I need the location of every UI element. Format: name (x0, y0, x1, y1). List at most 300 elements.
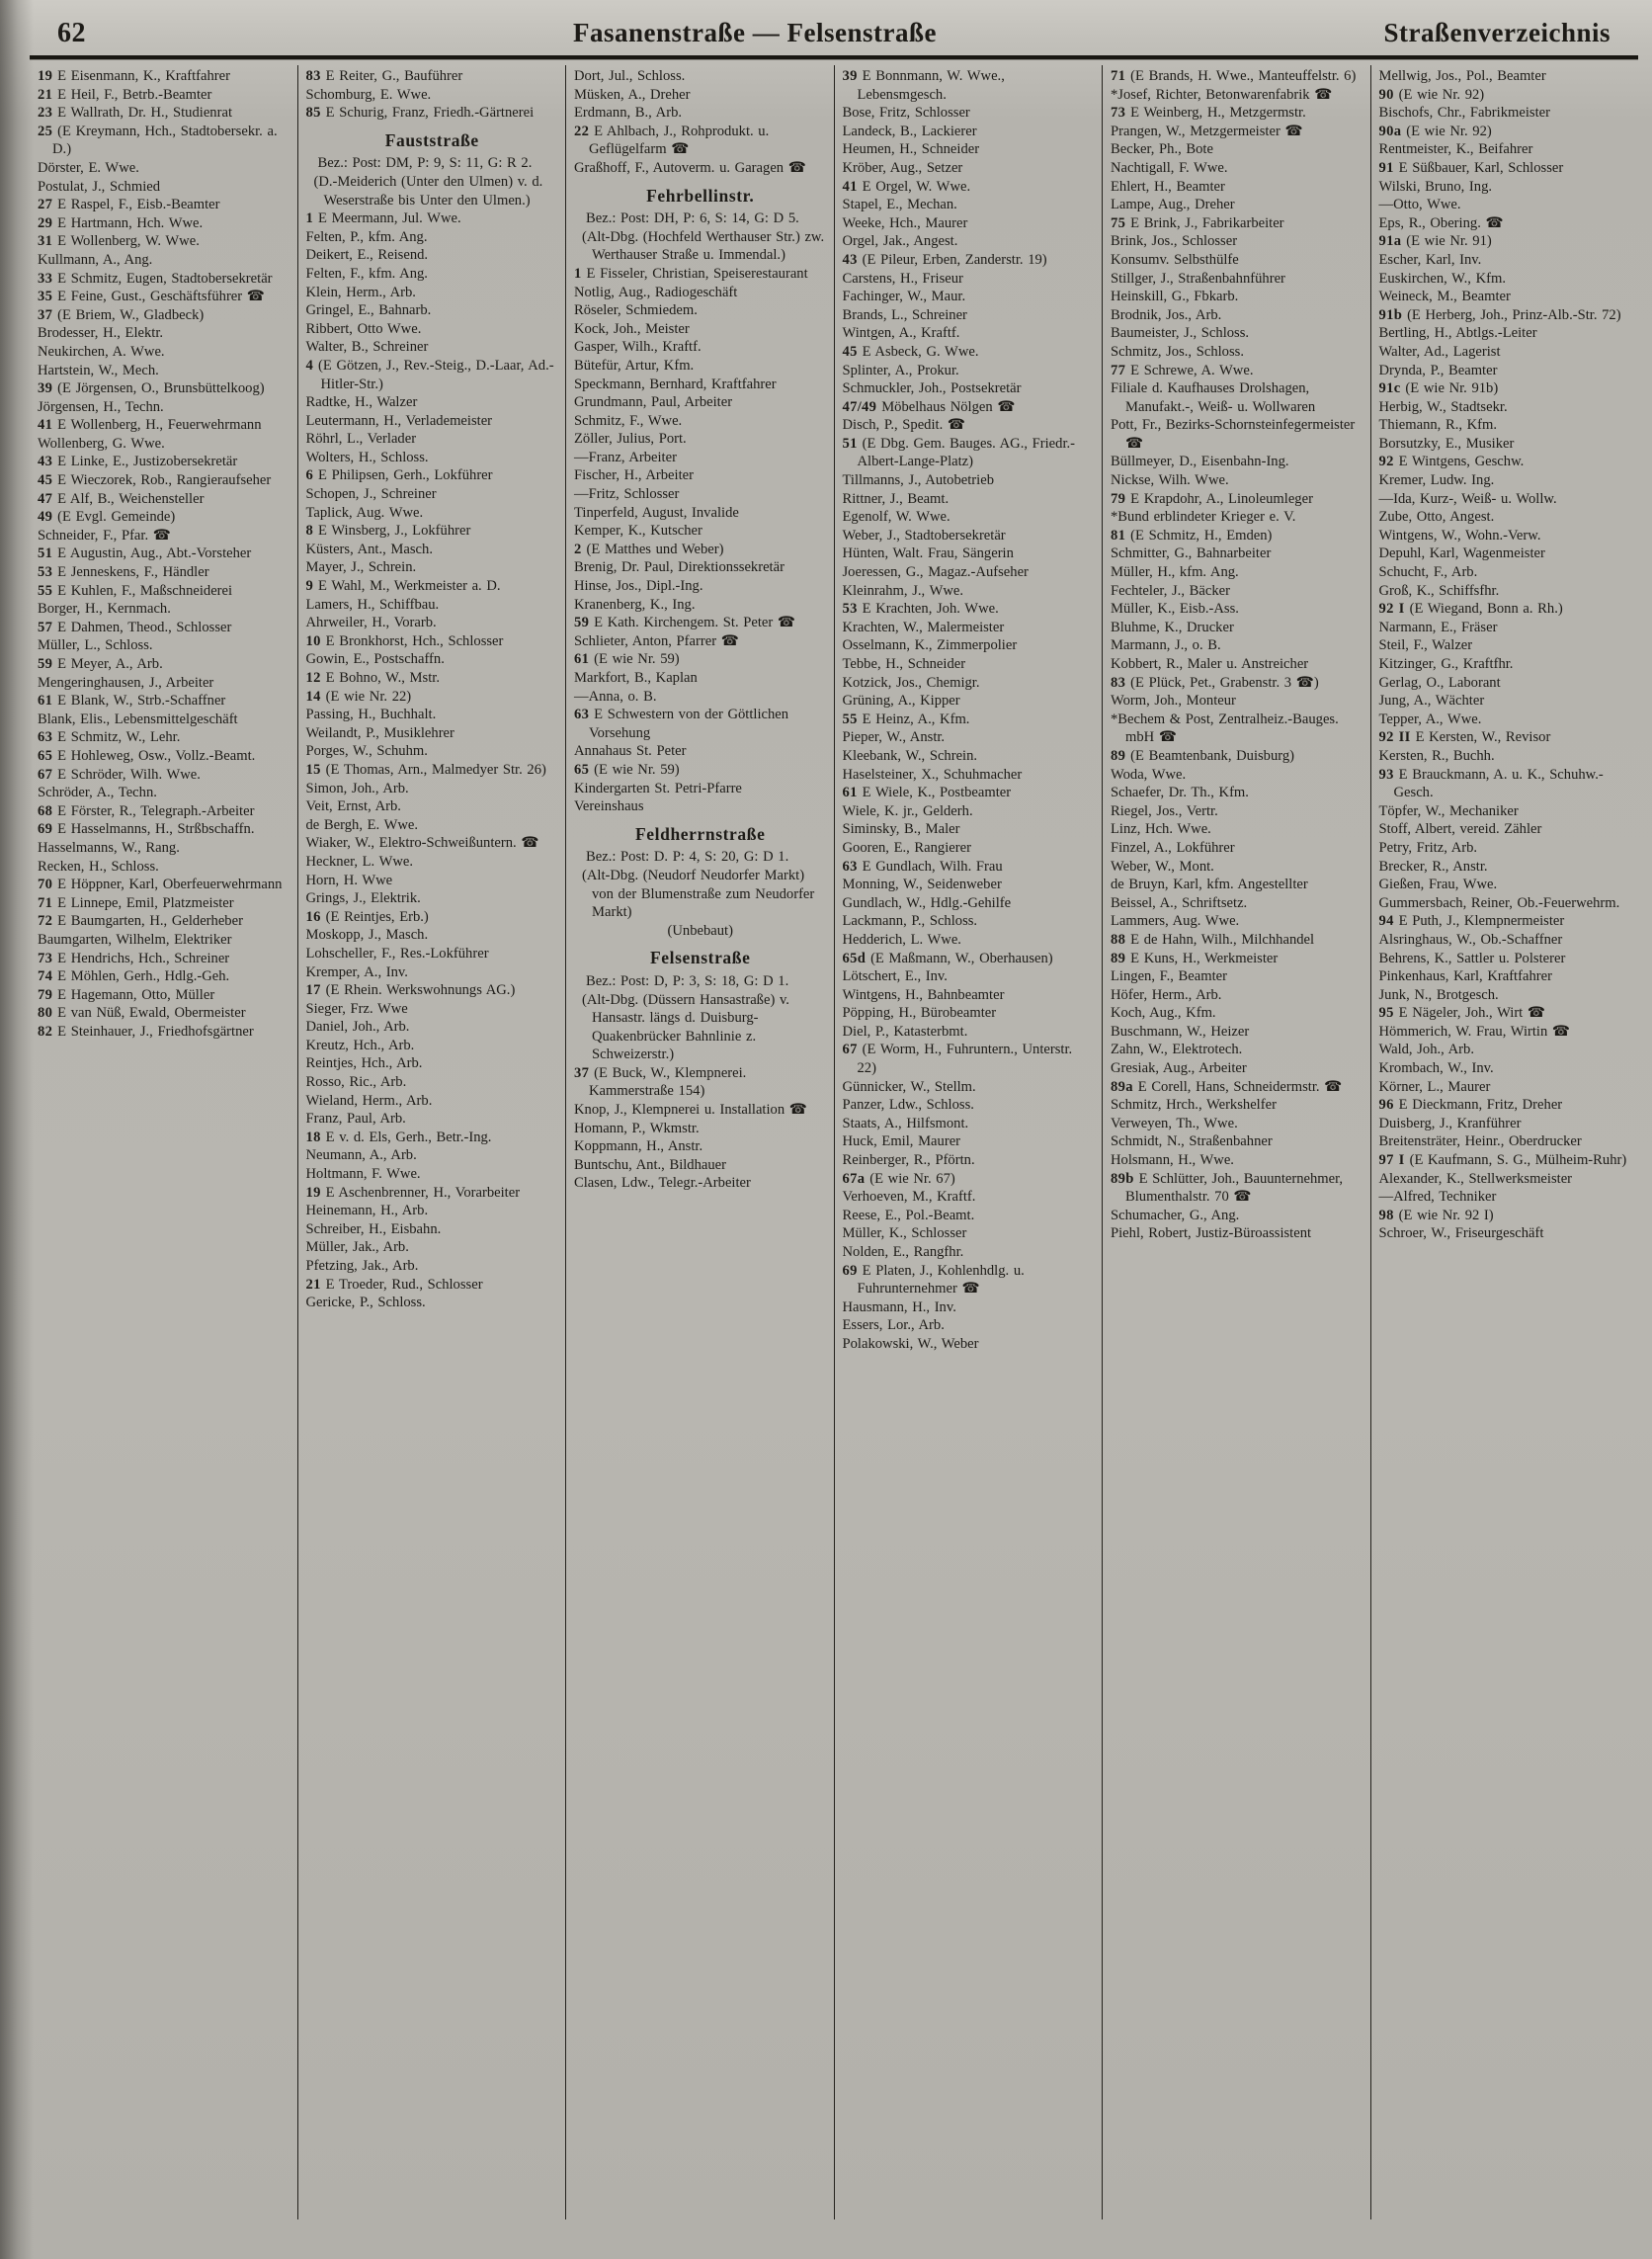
house-number: 89b (1111, 1170, 1139, 1187)
directory-entry: Rosso, Ric., Arb. (305, 1074, 407, 1091)
directory-entry: Piehl, Robert, Justiz-Büroassistent (1111, 1225, 1312, 1242)
directory-entry: 96 E Dieckmann, Fritz, Dreher (1378, 1097, 1563, 1114)
directory-entry: Hömmerich, W. Frau, Wirtin ☎ (1378, 1023, 1571, 1040)
directory-entry: Kreutz, Hch., Arb. (305, 1037, 415, 1053)
house-number: 59 (38, 656, 58, 672)
directory-entry: de Bruyn, Karl, kfm. Angestellter (1111, 877, 1308, 893)
house-number: 47/49 (842, 398, 882, 415)
directory-entry: Stillger, J., Straßenbahnführer (1111, 270, 1285, 287)
house-number: 61 (38, 693, 58, 710)
house-number: 98 (1378, 1207, 1399, 1223)
directory-entry: Postulat, J., Schmied (38, 178, 161, 195)
directory-entry: 83 (E Plück, Pet., Grabenstr. 3 ☎) (1111, 674, 1319, 691)
directory-entry: 31 E Wollenberg, W. Wwe. (38, 233, 200, 250)
directory-entry: 45 E Asbeck, G. Wwe. (842, 343, 979, 360)
directory-entry: Heinemann, H., Arb. (305, 1203, 429, 1219)
directory-entry: *Bechem & Post, Zentralheiz.-Bauges. mbH ☎ (1111, 711, 1339, 746)
directory-entry: 14 (E wie Nr. 22) (305, 688, 412, 705)
directory-entry: Petry, Fritz, Arb. (1378, 839, 1478, 856)
directory-entry: Nolden, E., Rangfhr. (842, 1244, 964, 1260)
directory-entry: 10 E Bronkhorst, Hch., Schlosser (305, 632, 504, 649)
directory-entry: Alsringhaus, W., Ob.-Schaffner (1378, 931, 1563, 948)
directory-entry: 22 E Ahlbach, J., Rohprodukt. u. Geflügelfarm ☎ (574, 123, 770, 158)
directory-entry: Müller, K., Eisb.-Ass. (1111, 601, 1239, 618)
directory-entry: Gummersbach, Reiner, Ob.-Feuerwehrm. (1378, 894, 1620, 911)
house-number: 70 (38, 877, 58, 893)
directory-entry: 88 E de Hahn, Wilh., Milchhandel (1111, 931, 1315, 948)
directory-entry: 90 (E wie Nr. 92) (1378, 86, 1485, 103)
directory-entry: Notlig, Aug., Radiogeschäft (574, 284, 738, 300)
house-number: 21 (38, 86, 58, 103)
directory-entry: Krombach, W., Inv. (1378, 1060, 1494, 1077)
directory-entry: Brecker, R., Anstr. (1378, 858, 1488, 875)
directory-entry: Felten, P., kfm. Ang. (305, 228, 428, 245)
house-number: 96 (1378, 1097, 1399, 1114)
directory-entry: 4 (E Götzen, J., Rev.-Steig., D.-Laar, Ad.-Hitler-Str.) (305, 357, 554, 392)
directory-entry: Dort, Jul., Schloss. (574, 68, 686, 84)
directory-entry: Kleebank, W., Schrein. (842, 747, 978, 764)
directory-entry: Baumgarten, Wilhelm, Elektriker (38, 931, 232, 948)
page-title: Fasanenstraße — Felsenstraße (573, 18, 937, 47)
directory-entry: 97 I (E Kaufmann, S. G., Mülheim-Ruhr) (1378, 1152, 1627, 1169)
house-number: 25 (38, 123, 58, 139)
directory-entry: Gringel, E., Bahnarb. (305, 302, 432, 319)
directory-entry: 65 E Hohleweg, Osw., Vollz.-Beamt. (38, 747, 256, 764)
directory-entry: 63 E Schmitz, W., Lehr. (38, 729, 181, 746)
directory-entry: Veit, Ernst, Arb. (305, 798, 401, 815)
directory-entry: 75 E Brink, J., Fabrikarbeiter (1111, 214, 1284, 231)
house-number: 35 (38, 289, 58, 305)
directory-entry: Ribbert, Otto Wwe. (305, 320, 422, 337)
house-number: 10 (305, 632, 326, 649)
house-number: 22 (574, 123, 595, 139)
directory-entry: Prangen, W., Metzgermeister ☎ (1111, 123, 1303, 139)
directory-entry: Brink, Jos., Schlosser (1111, 233, 1238, 250)
directory-entry: Wilski, Bruno, Ing. (1378, 178, 1493, 195)
directory-entry: Ehlert, H., Beamter (1111, 178, 1225, 195)
directory-entry: Nickse, Wilh. Wwe. (1111, 472, 1229, 489)
directory-entry: Polakowski, W., Weber (842, 1335, 979, 1352)
directory-entry: Reese, E., Pol.-Beamt. (842, 1207, 975, 1223)
district-info: Bez.: Post: DH, P: 6, S: 14, G: D 5. (586, 210, 799, 227)
directory-entry: Behrens, K., Sattler u. Polsterer (1378, 950, 1566, 966)
directory-entry: 74 E Möhlen, Gerh., Hdlg.-Geh. (38, 968, 230, 985)
directory-entry: 67 (E Worm, H., Fuhruntern., Unterstr. 22) (842, 1042, 1073, 1077)
house-number: 89 (1111, 950, 1131, 966)
directory-entry: Lingen, F., Beamter (1111, 968, 1227, 985)
directory-entry: Stoff, Albert, vereid. Zähler (1378, 821, 1542, 838)
directory-entry: Borger, H., Kernmach. (38, 601, 171, 618)
directory-entry: Mayer, J., Schrein. (305, 559, 417, 576)
directory-entry: 6 E Philipsen, Gerh., Lokführer (305, 467, 493, 484)
house-number: 27 (38, 197, 58, 213)
directory-entry: Weeke, Hch., Maurer (842, 214, 968, 231)
house-number: 41 (38, 417, 58, 434)
directory-entry: Junk, N., Brotgesch. (1378, 986, 1499, 1003)
directory-entry: Thiemann, R., Kfm. (1378, 417, 1498, 434)
house-number: 67 (38, 766, 58, 783)
house-number: 95 (1378, 1005, 1399, 1022)
directory-entry: Pöpping, H., Bürobeamter (842, 1005, 997, 1022)
directory-entry: Erdmann, B., Arb. (574, 105, 683, 122)
house-number: 61 (842, 785, 863, 801)
directory-entry: 19 E Aschenbrenner, H., Vorarbeiter (305, 1184, 521, 1201)
directory-entry: Brodesser, H., Elektr. (38, 325, 164, 342)
directory-entry: Graßhoff, F., Autoverm. u. Garagen ☎ (574, 159, 806, 176)
house-number: 94 (1378, 913, 1399, 930)
directory-entry: Simon, Joh., Arb. (305, 780, 409, 796)
house-number: 82 (38, 1023, 58, 1040)
directory-entry: 73 E Weinberg, H., Metzgermstr. (1111, 105, 1306, 122)
directory-entry: de Bergh, E. Wwe. (305, 816, 419, 833)
directory-entry: Müller, L., Schloss. (38, 637, 153, 654)
directory-entry: Tebbe, H., Schneider (842, 656, 966, 672)
directory-entry: Schmitz, Hrch., Werkshelfer (1111, 1097, 1277, 1114)
directory-entry: Bütefür, Artur, Kfm. (574, 357, 695, 374)
directory-entry: Lackmann, P., Schloss. (842, 913, 978, 930)
street-heading: Fauststraße (384, 129, 479, 150)
directory-entry: Mengeringhausen, J., Arbeiter (38, 674, 214, 691)
house-number: 16 (305, 908, 326, 925)
directory-entry: 2 (E Matthes und Weber) (574, 541, 724, 557)
house-number: 18 (305, 1129, 326, 1145)
directory-entry: Müsken, A., Dreher (574, 86, 691, 103)
directory-entry: 61 E Wiele, K., Postbeamter (842, 785, 1012, 801)
directory-entry: 91c (E wie Nr. 91b) (1378, 380, 1499, 397)
directory-entry: Fachinger, W., Maur. (842, 289, 966, 305)
house-number: 39 (38, 380, 58, 397)
directory-entry: 47 E Alf, B., Weichensteller (38, 490, 205, 507)
directory-entry: 77 E Schrewe, A. Wwe. (1111, 362, 1254, 378)
directory-entry: Hasselmanns, W., Rang. (38, 839, 180, 856)
directory-entry: Brodnik, Jos., Arb. (1111, 306, 1222, 323)
directory-entry: Schmitz, Jos., Schloss. (1111, 343, 1244, 360)
directory-entry: Vereinshaus (574, 798, 644, 815)
directory-entry: Müller, K., Schlosser (842, 1225, 967, 1242)
directory-entry: 63 E Schwestern von der Göttlichen Vorsehung (574, 707, 789, 741)
directory-entry: 37 (E Buck, W., Klempnerei. Kammerstraße 154) (574, 1064, 747, 1100)
directory-entry: 89 (E Beamtenbank, Duisburg) (1111, 747, 1295, 764)
directory-entry: Wintgens, H., Bahnbeamter (842, 986, 1005, 1003)
directory-entry: 49 (E Evgl. Gemeinde) (38, 509, 176, 526)
directory-entry: Finzel, A., Lokführer (1111, 839, 1235, 856)
directory-entry: 15 (E Thomas, Arn., Malmedyer Str. 26) (305, 761, 546, 778)
directory-entry: Egenolf, W. Wwe. (842, 509, 950, 526)
house-number: 1 (305, 210, 319, 227)
house-number: 43 (842, 251, 863, 268)
directory-entry: Leutermann, H., Verlademeister (305, 412, 493, 429)
directory-entry: Kranenberg, K., Ing. (574, 596, 696, 613)
house-number: 49 (38, 509, 58, 526)
house-number: 88 (1111, 931, 1131, 948)
directory-entry: 89b E Schlütter, Joh., Bauunternehmer, Blumenthalstr. 70 ☎ (1111, 1170, 1344, 1206)
directory-entry: Zahn, W., Elektrotech. (1111, 1042, 1243, 1058)
directory-entry: 16 (E Reintjes, Erb.) (305, 908, 429, 925)
house-number: 45 (38, 472, 58, 489)
directory-entry: 21 E Heil, F., Betrb.-Beamter (38, 86, 212, 103)
house-number: 93 (1378, 766, 1399, 783)
directory-entry: Lötschert, E., Inv. (842, 968, 948, 985)
directory-entry: *Josef, Richter, Betonwarenfabrik ☎ (1111, 86, 1333, 103)
directory-entry: Horn, H. Wwe (305, 872, 393, 888)
directory-entry: 90a (E wie Nr. 92) (1378, 123, 1492, 139)
directory-entry: Haselsteiner, X., Schuhmacher (842, 766, 1023, 783)
house-number: 2 (574, 541, 587, 557)
directory-entry: Weber, W., Mont. (1111, 858, 1214, 875)
directory-entry: —Otto, Wwe. (1378, 197, 1461, 213)
house-number: 75 (1111, 214, 1131, 231)
house-number: 89a (1111, 1078, 1138, 1095)
house-number: 65 (38, 747, 58, 764)
directory-entry: 59 E Meyer, A., Arb. (38, 656, 163, 672)
house-number: 77 (1111, 362, 1131, 378)
directory-entry: Disch, P., Spedit. ☎ (842, 417, 966, 434)
house-number: 65d (842, 950, 871, 966)
house-number: 71 (38, 894, 58, 911)
directory-entry: Narmann, E., Fräser (1378, 619, 1498, 635)
directory-entry: 95 E Nägeler, Joh., Wirt ☎ (1378, 1005, 1546, 1022)
directory-entry: 39 (E Jörgensen, O., Brunsbüttelkoog) (38, 380, 265, 397)
directory-entry: Müller, Jak., Arb. (305, 1239, 409, 1256)
directory-entry: Mellwig, Jos., Pol., Beamter (1378, 68, 1546, 84)
directory-entry: Schomburg, E. Wwe. (305, 86, 432, 103)
directory-entry: Konsumv. Selbsthülfe (1111, 251, 1239, 268)
street-note: (Alt-Dbg. (Neudorf Neudorfer Markt) von der Blumenstraße zum Neudorfer Markt) (582, 867, 815, 921)
directory-entry: 73 E Hendrichs, Hch., Schreiner (38, 950, 230, 966)
directory-entry: Depuhl, Karl, Wagenmeister (1378, 545, 1545, 562)
directory-entry: 17 (E Rhein. Werkswohnungs AG.) (305, 982, 516, 999)
directory-entry: 53 E Jenneskens, F., Händler (38, 564, 209, 581)
directory-entry: Breitensträter, Heinr., Oberdrucker (1378, 1133, 1582, 1150)
house-number: 4 (305, 357, 319, 374)
house-number: 37 (574, 1064, 595, 1081)
directory-entry: Zöller, Julius, Port. (574, 431, 687, 448)
directory-entry: Wiele, K. jr., Gelderh. (842, 802, 973, 819)
directory-entry: Orgel, Jak., Angest. (842, 233, 958, 250)
directory-entry: Radtke, H., Walzer (305, 394, 418, 411)
directory-entry: —Ida, Kurz-, Weiß- u. Wollw. (1378, 490, 1557, 507)
directory-entry: Kemper, K., Kutscher (574, 523, 702, 540)
directory-entry: Daniel, Joh., Arb. (305, 1019, 410, 1036)
directory-entry: 69 E Platen, J., Kohlenhdlg. u. Fuhrunternehmer ☎ (842, 1262, 1025, 1297)
directory-entry: 59 E Kath. Kirchengem. St. Peter ☎ (574, 615, 796, 631)
directory-entry: Franz, Paul, Arb. (305, 1111, 406, 1128)
house-number: 53 (38, 564, 58, 581)
directory-column-4 (834, 65, 1103, 2219)
directory-entry: Wintgen, A., Kraftf. (842, 325, 960, 342)
directory-entry: Schaefer, Dr. Th., Kfm. (1111, 785, 1249, 801)
directory-entry: Siminsky, B., Maler (842, 821, 960, 838)
house-number: 92 (1378, 454, 1399, 470)
directory-entry: Speckmann, Bernhard, Kraftfahrer (574, 376, 777, 392)
directory-entry: Röseler, Schmiedem. (574, 302, 698, 319)
house-number: 73 (1111, 105, 1131, 122)
street-note: (Unbebaut) (667, 922, 733, 939)
directory-entry: 51 (E Dbg. Gem. Bauges. AG., Friedr.-Albert-Lange-Platz) (842, 435, 1076, 470)
directory-entry: Becker, Ph., Bote (1111, 141, 1213, 158)
directory-entry: Gericke, P., Schloss. (305, 1295, 426, 1311)
directory-entry: Schumacher, G., Ang. (1111, 1207, 1240, 1223)
directory-entry: Knop, J., Klempnerei u. Installation ☎ (574, 1102, 807, 1119)
house-number: 12 (305, 670, 326, 686)
directory-entry: Borsutzky, E., Musiker (1378, 435, 1515, 452)
house-number: 51 (38, 545, 58, 562)
house-number: 55 (842, 711, 863, 727)
directory-entry: Diel, P., Katasterbmt. (842, 1023, 968, 1040)
directory-entry: 91b (E Herberg, Joh., Prinz-Alb.-Str. 72) (1378, 306, 1621, 323)
directory-entry: Walter, B., Schreiner (305, 339, 429, 356)
directory-entry: 67 E Schröder, Wilh. Wwe. (38, 766, 201, 783)
directory-entry: 57 E Dahmen, Theod., Schlosser (38, 619, 232, 635)
directory-entry: Kremper, A., Inv. (305, 963, 408, 980)
directory-entry: Grings, J., Elektrik. (305, 890, 421, 907)
directory-entry: Koch, Aug., Kfm. (1111, 1005, 1216, 1022)
directory-entry: Linz, Hch. Wwe. (1111, 821, 1211, 838)
directory-entry: Wieland, Herm., Arb. (305, 1092, 433, 1109)
directory-entry: Clasen, Ldw., Telegr.-Arbeiter (574, 1175, 751, 1192)
directory-entry: Carstens, H., Friseur (842, 270, 963, 287)
directory-entry: Worm, Joh., Monteur (1111, 693, 1236, 710)
directory-entry: Kröber, Aug., Setzer (842, 159, 963, 176)
directory-entry: Staats, A., Hilfsmont. (842, 1115, 969, 1131)
directory-entry: Baumeister, J., Schloss. (1111, 325, 1250, 342)
directory-entry: Bertling, H., Abtlgs.-Leiter (1378, 325, 1537, 342)
directory-entry: Homann, P., Wkmstr. (574, 1120, 700, 1136)
directory-entry: Duisberg, J., Kranführer (1378, 1115, 1522, 1131)
directory-entry: Dörster, E. Wwe. (38, 159, 139, 176)
directory-entry: Schmuckler, Joh., Postsekretär (842, 380, 1022, 397)
directory-entry: Sieger, Frz. Wwe (305, 1000, 408, 1017)
directory-entry: 53 E Krachten, Joh. Wwe. (842, 601, 999, 618)
house-number: 47 (38, 490, 58, 507)
directory-entry: Panzer, Ldw., Schloss. (842, 1097, 974, 1114)
directory-entry: Verhoeven, M., Kraftf. (842, 1189, 976, 1206)
house-number: 91b (1378, 306, 1408, 323)
house-number: 90a (1378, 123, 1407, 139)
directory-entry: 83 E Reiter, G., Bauführer (305, 68, 463, 84)
street-heading: Fehrbellinstr. (646, 185, 755, 206)
house-number: 17 (305, 982, 326, 999)
house-number: 90 (1378, 86, 1399, 103)
directory-entry: Wald, Joh., Arb. (1378, 1042, 1474, 1058)
directory-entry: —Franz, Arbeiter (574, 449, 677, 465)
directory-entry: 35 E Feine, Gust., Geschäftsführer ☎ (38, 289, 265, 305)
house-number: 67 (842, 1042, 863, 1058)
house-number: 73 (38, 950, 58, 966)
directory-entry: 19 E Eisenmann, K., Kraftfahrer (38, 68, 230, 84)
directory-entry: Schreiber, H., Eisbahn. (305, 1220, 442, 1237)
directory-entry: 65 (E wie Nr. 59) (574, 761, 680, 778)
directory-entry: Schroer, W., Friseurgeschäft (1378, 1225, 1544, 1242)
directory-entry: 43 E Linke, E., Justizobersekretär (38, 454, 238, 470)
directory-entry: Stapel, E., Mechan. (842, 197, 957, 213)
directory-entry: 41 E Orgel, W. Wwe. (842, 178, 971, 195)
directory-entry: Splinter, A., Prokur. (842, 362, 959, 378)
directory-entry: Schmitz, F., Wwe. (574, 412, 683, 429)
directory-entry: 82 E Steinhauer, J., Friedhofsgärtner (38, 1023, 254, 1040)
directory-entry: Schucht, F., Arb. (1378, 564, 1478, 581)
directory-entry: 92 E Wintgens, Geschw. (1378, 454, 1525, 470)
directory-entry: 1 E Fisseler, Christian, Speiserestaurant (574, 265, 808, 282)
directory-entry: Gooren, E., Rangierer (842, 839, 971, 856)
directory-entry: Porges, W., Schuhm. (305, 743, 428, 760)
directory-entry: Kobbert, R., Maler u. Anstreicher (1111, 656, 1309, 672)
directory-entry: 80 E van Nüß, Ewald, Obermeister (38, 1005, 246, 1022)
directory-entry: Klein, Herm., Arb. (305, 284, 416, 300)
directory-entry: Gießen, Frau, Wwe. (1378, 877, 1498, 893)
directory-entry: Holsmann, H., Wwe. (1111, 1152, 1234, 1169)
directory-entry: Gowin, E., Postschaffn. (305, 651, 445, 668)
directory-entry: —Anna, o. B. (574, 688, 657, 705)
directory-entry: 93 E Brauckmann, A. u. K., Schuhw.-Gesch. (1378, 766, 1604, 801)
house-number: 68 (38, 802, 58, 819)
directory-entry: Pfetzing, Jak., Arb. (305, 1258, 419, 1274)
directory-entry: 18 E v. d. Els, Gerh., Betr.-Ing. (305, 1129, 492, 1145)
directory-entry: Essers, Lor., Arb. (842, 1317, 945, 1334)
house-number: 14 (305, 688, 326, 705)
directory-entry: Riegel, Jos., Vertr. (1111, 802, 1218, 819)
directory-entry: 89 E Kuns, H., Werkmeister (1111, 950, 1279, 966)
directory-entry: Zube, Otto, Angest. (1378, 509, 1495, 526)
directory-entry: Lammers, Aug. Wwe. (1111, 913, 1240, 930)
house-number: 23 (38, 105, 58, 122)
directory-entry: Gresiak, Aug., Arbeiter (1111, 1060, 1247, 1077)
house-number: 43 (38, 454, 58, 470)
directory-entry: —Alfred, Techniker (1378, 1189, 1497, 1206)
directory-entry: 71 E Linnepe, Emil, Platzmeister (38, 894, 234, 911)
directory-entry: Schröder, A., Techn. (38, 785, 157, 801)
directory-entry: 92 I (E Wiegand, Bonn a. Rh.) (1378, 601, 1563, 618)
house-number: 51 (842, 435, 863, 452)
house-number: 83 (1111, 674, 1131, 691)
directory-entry: Hinse, Jos., Dipl.-Ing. (574, 578, 703, 595)
house-number: 63 (38, 729, 58, 746)
directory-entry: Blank, Elis., Lebensmittelgeschäft (38, 711, 238, 727)
house-number: 79 (1111, 490, 1131, 507)
directory-entry: Weber, J., Stadtobersekretär (842, 527, 1006, 544)
directory-entry: Steil, F., Walzer (1378, 637, 1473, 654)
street-note: (D.-Meiderich (Unter den Ulmen) v. d. Weserstraße bis Unter den Ulmen.) (313, 173, 543, 209)
house-number: 8 (305, 523, 319, 540)
street-note: (Alt-Dbg. (Düssern Hansastraße) v. Hansastr. längs d. Duisburg-Quakenbrücker Bahnlinie z. Schweizerstr.) (582, 991, 789, 1063)
directory-entry: 65d (E Maßmann, W., Oberhausen) (842, 950, 1053, 966)
directory-entry: Hausmann, H., Inv. (842, 1298, 956, 1315)
directory-entry: Hünten, Walt. Frau, Sängerin (842, 545, 1014, 562)
page-header (30, 18, 1638, 55)
directory-entry: Lampe, Aug., Dreher (1111, 197, 1235, 213)
house-number: 9 (305, 578, 319, 595)
directory-columns (30, 65, 1638, 2219)
house-number: 89 (1111, 747, 1131, 764)
directory-entry: 91a (E wie Nr. 91) (1378, 233, 1492, 250)
directory-entry: Nachtigall, F. Wwe. (1111, 159, 1228, 176)
directory-entry: Groß, K., Schiffsfhr. (1378, 582, 1500, 599)
directory-entry: 72 E Baumgarten, H., Gelderheber (38, 913, 243, 930)
house-number: 55 (38, 582, 58, 599)
house-number: 33 (38, 270, 58, 287)
directory-entry: 67a (E wie Nr. 67) (842, 1170, 955, 1187)
house-number: 45 (842, 343, 863, 360)
directory-entry: 45 E Wieczorek, Rob., Rangieraufseher (38, 472, 272, 489)
directory-entry: Wollenberg, G. Wwe. (38, 435, 165, 452)
directory-entry: Osselmann, K., Zimmerpolier (842, 637, 1018, 654)
directory-entry: Wiaker, W., Elektro-Schweißuntern. ☎ (305, 835, 539, 852)
house-number: 15 (305, 761, 326, 778)
district-info: Bez.: Post: D. P: 4, S: 20, G: D 1. (586, 849, 789, 866)
directory-entry: Weineck, M., Beamter (1378, 289, 1511, 305)
directory-column-6 (1370, 65, 1639, 2219)
directory-entry: Weilandt, P., Musiklehrer (305, 724, 454, 741)
